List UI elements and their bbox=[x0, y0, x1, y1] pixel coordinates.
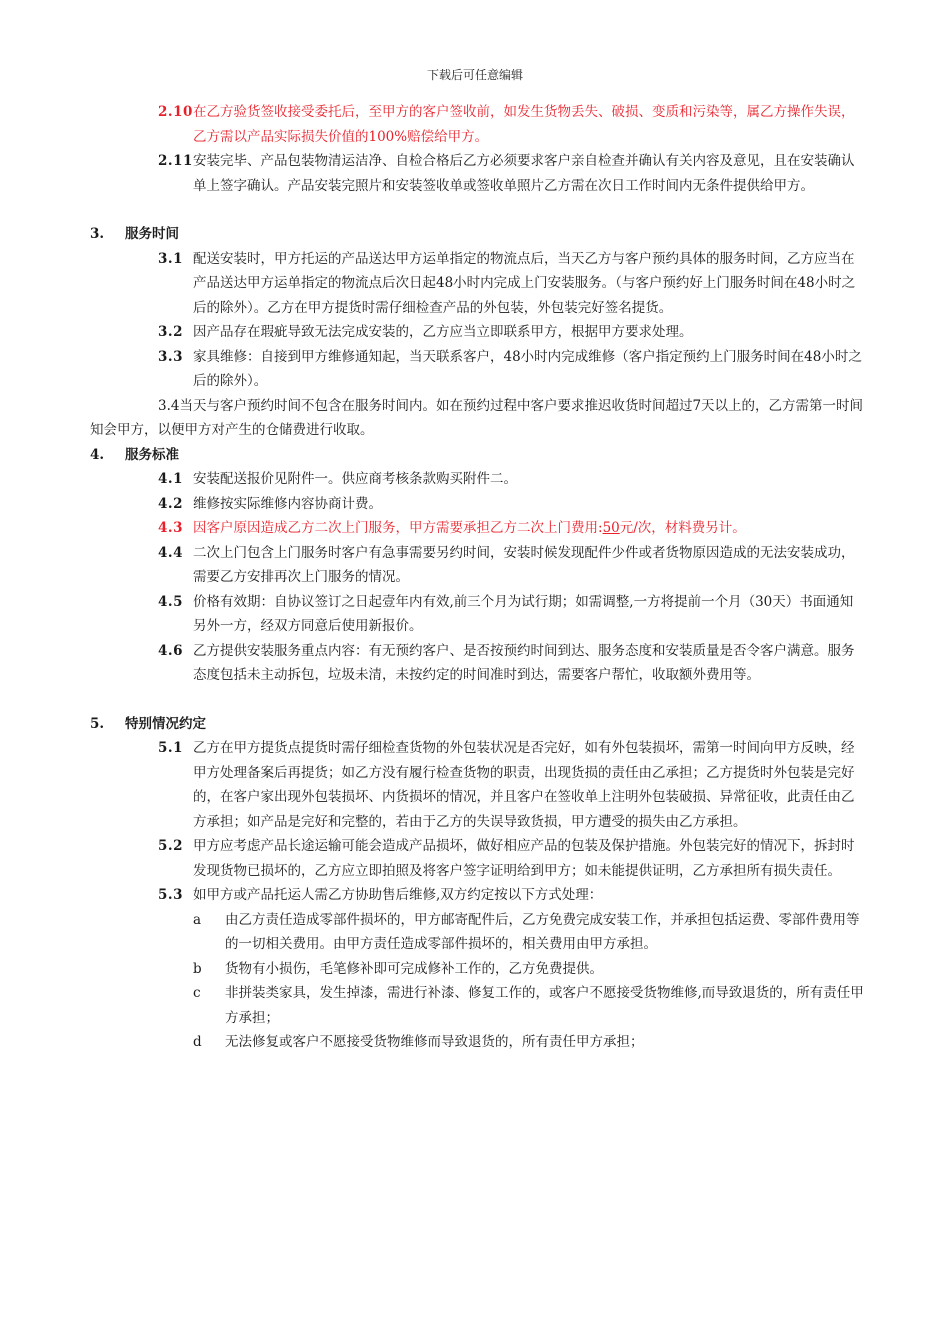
clause-text: 维修按实际维修内容协商计费。 bbox=[193, 495, 382, 512]
sub-item-text: 非拼装类家具，发生掉漆，需进行补漆、修复工作的，或客户不愿接受货物维修,而导致退货的，所有责任甲方承担； bbox=[225, 985, 864, 1026]
clause-text: 安装完毕、产品包装物清运洁净、自检合格后乙方必须要求客户亲自检查并确认有关内容及意见，且在安装确认单上签字确认。产品安装完照片和安装签收单或签收单照片乙方需在次日工作时间内无条件提供给甲方。 bbox=[193, 153, 855, 194]
sub-item-c bbox=[90, 981, 865, 1030]
sub-item-a bbox=[90, 908, 865, 957]
section-title: 特别情况约定 bbox=[125, 715, 206, 732]
document-body bbox=[90, 100, 865, 1055]
fee-amount: 50 bbox=[602, 520, 620, 536]
clause-text: 如甲方或产品托运人需乙方协助售后维修,双方约定按以下方式处理： bbox=[193, 887, 603, 903]
section-number: 5. bbox=[90, 715, 105, 732]
clause-4-2 bbox=[90, 492, 865, 517]
sub-item-letter: c bbox=[193, 985, 201, 1001]
clause-number: 2.11 bbox=[158, 153, 193, 169]
clause-number: 3.1 bbox=[158, 250, 183, 267]
clause-3-1 bbox=[90, 247, 865, 321]
clause-number: 4.2 bbox=[158, 495, 183, 512]
sub-item-text: 由乙方责任造成零部件损坏的，甲方邮寄配件后，乙方免费完成安装工作，并承担包括运费、零部件费用等的一切相关费用。由甲方责任造成零部件损坏的，相关费用由甲方承担。 bbox=[225, 911, 860, 952]
clause-text: 因客户原因造成乙方二次上门服务，甲方需要承担乙方二次上门费用: bbox=[193, 520, 603, 536]
clause-4-3 bbox=[90, 516, 865, 541]
header-note: 下载后可任意编辑 bbox=[426, 68, 523, 82]
section-heading-3 bbox=[90, 222, 865, 247]
clause-3-4: 3.4当天与客户预约时间不包含在服务时间内。如在预约过程中客户要求推迟收货时间超过7天以上的，乙方需第一时间知会甲方，以便甲方对产生的仓储费进行收取。 bbox=[90, 397, 864, 438]
clause-4-1 bbox=[90, 467, 865, 492]
sub-item-letter: d bbox=[193, 1034, 202, 1050]
sub-item-b bbox=[90, 957, 865, 982]
section-number: 3. bbox=[90, 226, 105, 242]
section-number: 4. bbox=[90, 446, 105, 463]
clause-number: 4.1 bbox=[158, 471, 183, 487]
clause-number: 5.1 bbox=[158, 740, 183, 756]
section-heading-4 bbox=[90, 443, 865, 468]
clause-number: 4.5 bbox=[158, 593, 183, 610]
clause-text: 在乙方验货签收接受委托后，至甲方的客户签收前，如发生货物丢失、破损、变质和污染等，属乙方操作失误，乙方需以产品实际损失价值的100%赔偿给甲方。 bbox=[193, 104, 855, 145]
clause-5-2 bbox=[90, 834, 865, 883]
clause-3-2 bbox=[90, 320, 865, 345]
clause-number: 5.2 bbox=[158, 838, 183, 854]
section-heading-5 bbox=[90, 712, 865, 737]
clause-number: 4.3 bbox=[158, 520, 183, 536]
clause-text: 安装配送报价见附件一。供应商考核条款购买附件二。 bbox=[193, 471, 517, 487]
clause-number: 3.2 bbox=[158, 324, 183, 340]
clause-2-11 bbox=[90, 149, 865, 198]
clause-number: 2.10 bbox=[158, 104, 193, 120]
sub-item-letter: a bbox=[193, 911, 202, 928]
clause-text: 价格有效期：自协议签订之日起壹年内有效,前三个月为试行期；如需调整,一方将提前一个月（30天）书面通知另外一方，经双方同意后使用新报价。 bbox=[193, 593, 854, 634]
sub-item-text: 无法修复或客户不愿接受货物维修而导致退货的，所有责任甲方承担； bbox=[225, 1034, 644, 1050]
clause-number: 4.4 bbox=[158, 544, 183, 561]
clause-5-1 bbox=[90, 736, 865, 834]
sub-item-text: 货物有小损伤，毛笔修补即可完成修补工作的，乙方免费提供。 bbox=[225, 960, 603, 977]
clause-text: 乙方在甲方提货点提货时需仔细检查货物的外包装状况是否完好，如有外包装损坏，需第一时间向甲方反映，经甲方处理备案后再提货；如乙方没有履行检查货物的职责，出现货损的责任由乙承担；乙方提货时外包装是完好的，在客户家出现外包装损坏、内货损坏的情况，并且客户在签收单上注明外包装破损、异常征收，此责任由乙方承担；如产品是完好和完整的，若由于乙方的失误导致货损，甲方遭受的损失由乙方承担。 bbox=[193, 740, 855, 830]
clause-number: 3.3 bbox=[158, 348, 183, 365]
clause-4-5 bbox=[90, 590, 865, 639]
clause-number: 4.6 bbox=[158, 642, 183, 659]
sub-item-letter: b bbox=[193, 960, 202, 977]
clause-2-10 bbox=[90, 100, 865, 149]
clause-text: 乙方提供安装服务重点内容：有无预约客户、是否按预约时间到达、服务态度和安装质量是否令客户满意。服务态度包括未主动拆包，垃圾未清，未按约定的时间准时到达，需要客户帮忙，收取额外费用等。 bbox=[193, 642, 855, 683]
clause-5-3 bbox=[90, 883, 865, 908]
clause-3-3 bbox=[90, 345, 865, 394]
sub-item-d bbox=[90, 1030, 865, 1055]
clause-text: 配送安装时，甲方托运的产品送达甲方运单指定的物流点后，当天乙方与客户预约具体的服务时间，乙方应当在产品送达甲方运单指定的物流点后次日起48小时内完成上门安装服务。（与客户预约好上门服务时间在48小时之后的除外）。乙方在甲方提货时需仔细检查产品的外包装，外包装完好签名提货。 bbox=[193, 250, 856, 316]
section-title: 服务时间 bbox=[125, 226, 179, 242]
clause-4-6 bbox=[90, 639, 865, 688]
clause-text-tail: 元/次，材料费另计。 bbox=[619, 520, 746, 536]
clause-4-4 bbox=[90, 541, 865, 590]
clause-number: 5.3 bbox=[158, 887, 183, 903]
clause-text: 甲方应考虑产品长途运输可能会造成产品损坏，做好相应产品的包装及保护措施。外包装完好的情况下，拆封时发现货物已损坏的，乙方应立即拍照及将客户签字证明给到甲方；如未能提供证明，乙方承担所有损失责任。 bbox=[193, 838, 855, 879]
section-title: 服务标准 bbox=[125, 446, 179, 463]
clause-text: 因产品存在瑕疵导致无法完成安装的，乙方应当立即联系甲方，根据甲方要求处理。 bbox=[193, 324, 693, 340]
clause-text: 二次上门包含上门服务时客户有急事需要另约时间，安装时候发现配件少件或者货物原因造成的无法安装成功，需要乙方安排再次上门服务的情况。 bbox=[193, 544, 855, 585]
clause-text: 家具维修：自接到甲方维修通知起，当天联系客户，48小时内完成维修（客户指定预约上门服务时间在48小时之后的除外）。 bbox=[193, 348, 862, 389]
